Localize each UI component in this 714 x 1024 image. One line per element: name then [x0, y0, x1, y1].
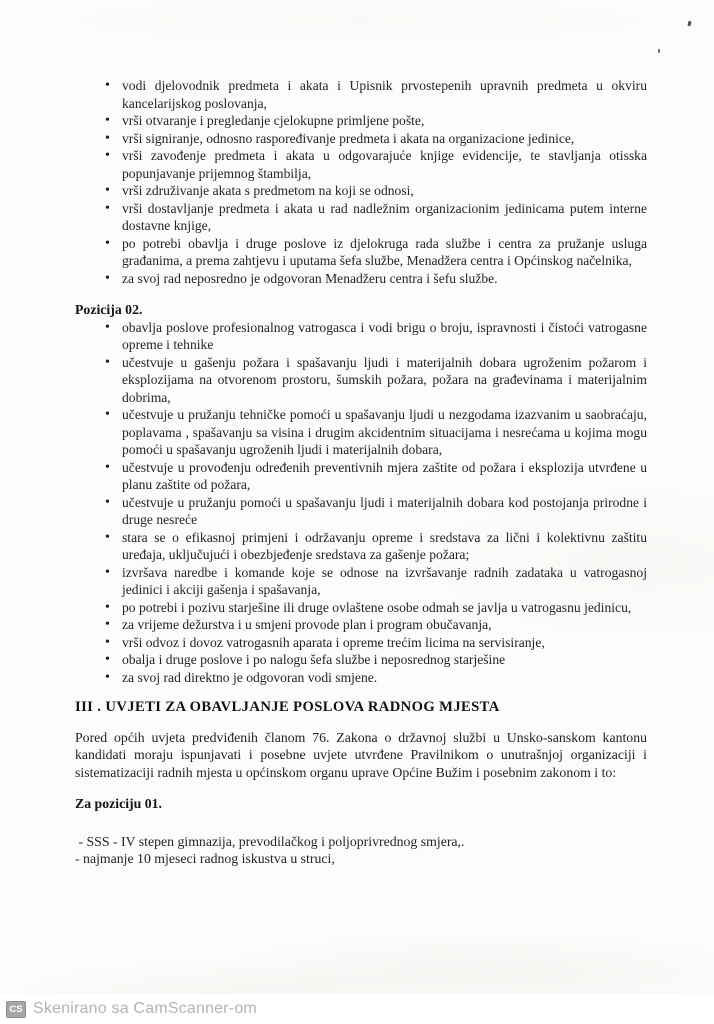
duty-item: • po potrebi i pozivu starješine ili druge ovlaštene osobe odmah se javlja u vatrogasnu jedinicu, — [75, 599, 647, 617]
watermark-text: Skenirano sa CamScanner-om — [33, 1000, 257, 1017]
duty-item: • vrši signiranje, odnosno raspoređivanje predmeta i akata na organizacione jedinice, — [75, 130, 647, 148]
pozicija02-heading: Pozicija 02. — [75, 302, 143, 317]
duty-item: • učestvuje u provođenju određenih preventivnih mjera zaštite od požara i eksplozija utvrđene u planu zaštite od požara, — [75, 459, 647, 494]
duty-item: • učestvuje u pružanju tehničke pomoći u spašavanju ljudi u nezgodama izazvanim u saobraćaju, poplavama , spašavanju sa visina i drugim akcidentnim situacijama i nesrećama u kojima mogu pomoći u spašavanju ugroženih ljudi i materijalnih dobara, — [75, 406, 647, 459]
duty-item: • vrši odvoz i dovoz vatrogasnih aparata i opreme trećim licima na servisiranje, — [75, 634, 647, 652]
duty-item: • vodi djelovodnik predmeta i akata i Upisnik prvostepenih upravnih predmeta u okviru kancelarijskog poslovanja, — [75, 77, 647, 112]
requirement-line: - najmanje 10 mjeseci radnog iskustva u struci, — [75, 851, 335, 866]
document-content — [75, 77, 647, 868]
camscanner-logo-icon: CS — [6, 1001, 26, 1018]
duty-item: • vrši združivanje akata s predmetom na koji se odnosi, — [75, 182, 647, 200]
duty-item: • za vrijeme dežurstva i u smjeni provode plan i program obučavanja, — [75, 616, 647, 634]
duty-item: • stara se o efikasnoj primjeni i održavanju opreme i sredstava za lični i kolektivnu zaštitu uređaja, uključujući i obezbjeđenje sredstava za gašenje požara; — [75, 529, 647, 564]
scan-speck — [658, 49, 661, 53]
duty-item: • učestvuje u pružanju pomoći u spašavanju ljudi i materijalnih dobara kod postojanja prirodne i druge nesreće — [75, 494, 647, 529]
requirement-line: - SSS - IV stepen gimnazija, prevodilačkog i poljoprivrednog smjera,. — [75, 833, 465, 849]
za-poziciju01-heading: Za poziciju 01. — [75, 796, 162, 811]
duty-item: • za svoj rad neposredno je odgovoran Menadžeru centra i šefu službe. — [75, 270, 647, 288]
section-iii-heading: III . UVJETI ZA OBAVLJANJE POSLOVA RADNOG MJESTA — [75, 699, 500, 715]
duty-item: • izvršava naredbe i komande koje se odnose na izvršavanje radnih zadataka u vatrogasnoj jedinici i akciji gašenja i spašavanja, — [75, 564, 647, 599]
duty-item: • vrši zavođenje predmeta i akata u odgovarajuće knjige evidencije, te stavljanja otisska popunjavanje prijemnog štambilja, — [75, 147, 647, 182]
duty-item: • za svoj rad direktno je odgovoran vodi smjene. — [75, 669, 647, 687]
camscanner-watermark — [0, 994, 714, 1024]
pozicija01-duties-list — [75, 77, 647, 287]
pozicija01-requirements — [75, 833, 647, 868]
pozicija02-duties-list — [75, 319, 647, 687]
duty-item: • učestvuje u gašenju požara i spašavanju ljudi i materijalnih dobara ugroženim požarom i eksplozijama na otvorenom prostoru, šumskih požara, požara na građevinama i materijalnim dobrima, — [75, 354, 647, 407]
section-iii-paragraph: Pored općih uvjeta predviđenih članom 76. Zakona o državnoj službi u Unsko-sanskom kantonu kandidati moraju ispunjavati i posebne uvjete utvrđene Pravilnikom o unutrašnjoj organizaciji i sistematizaciji radnih mjesta u općinskom organu uprave Općine Bužim i posebnim zakonom i to: — [75, 729, 647, 780]
duty-item: • po potrebi obavlja i druge poslove iz djelokruga rada službe i centra za pružanje usluga građanima, a prema zahtjevu i uputama šefa službe, Menadžera centra i Općinskog načelnika, — [75, 235, 647, 270]
scan-speck — [687, 21, 691, 27]
duty-item: • obavlja poslove profesionalnog vatrogasca i vodi brigu o broju, ispravnosti i čistoći vatrogasne opreme i tehnike — [75, 319, 647, 354]
duty-item: • vrši dostavljanje predmeta i akata u rad nadležnim organizacionim jedinicama putem interne dostavne knjige, — [75, 200, 647, 235]
duty-item: • vrši otvaranje i pregledanje cjelokupne primljene pošte, — [75, 112, 647, 130]
duty-item: • obalja i druge poslove i po nalogu šefa službe i neposrednog starješine — [75, 651, 647, 669]
